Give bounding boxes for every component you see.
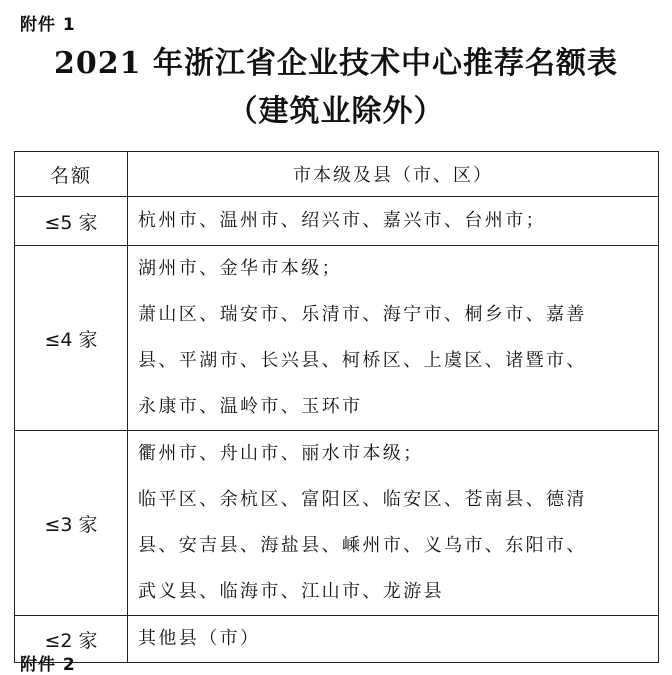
cities-line: 临平区、余杭区、富阳区、临安区、苍南县、德清 bbox=[138, 489, 587, 510]
quota-cell: ≤3 家 bbox=[15, 431, 128, 616]
cities-line: 其他县（市） bbox=[138, 628, 261, 649]
quota-table bbox=[14, 151, 659, 663]
cities-line: 县、安吉县、海盐县、嵊州市、义乌市、东阳市、 bbox=[138, 535, 587, 556]
table-row bbox=[15, 246, 659, 431]
next-attachment-label: 附件 2 bbox=[20, 655, 76, 675]
quota-cell: ≤5 家 bbox=[15, 197, 128, 246]
column-header-cities: 市本级及县（市、区） bbox=[128, 152, 659, 197]
cities-line: 萧山区、瑞安市、乐清市、海宁市、桐乡市、嘉善 bbox=[138, 304, 587, 325]
attachment-label: 附件 1 bbox=[20, 15, 76, 35]
cities-line: 永康市、温岭市、玉环市 bbox=[138, 396, 363, 417]
document-subtitle: （建筑业除外） bbox=[227, 94, 445, 129]
column-header-quota: 名额 bbox=[15, 152, 128, 197]
cities-cell bbox=[128, 616, 659, 663]
cities-line: 湖州市、金华市本级； bbox=[138, 258, 342, 279]
cities-line: 衢州市、舟山市、丽水市本级； bbox=[138, 443, 424, 464]
cities-line: 武义县、临海市、江山市、龙游县 bbox=[138, 581, 444, 602]
table-row bbox=[15, 616, 659, 663]
table-header-row bbox=[15, 152, 659, 197]
cities-cell bbox=[128, 197, 659, 246]
table-row bbox=[15, 431, 659, 616]
document-title: 2021 年浙江省企业技术中心推荐名额表 bbox=[54, 46, 618, 81]
quota-cell: ≤4 家 bbox=[15, 246, 128, 431]
cities-cell bbox=[128, 431, 659, 616]
cities-line: 县、平湖市、长兴县、柯桥区、上虞区、诸暨市、 bbox=[138, 350, 587, 371]
table-row bbox=[15, 197, 659, 246]
quota-cell: ≤2 家 bbox=[15, 616, 128, 663]
cities-line: 杭州市、温州市、绍兴市、嘉兴市、台州市； bbox=[138, 210, 546, 231]
cities-cell bbox=[128, 246, 659, 431]
